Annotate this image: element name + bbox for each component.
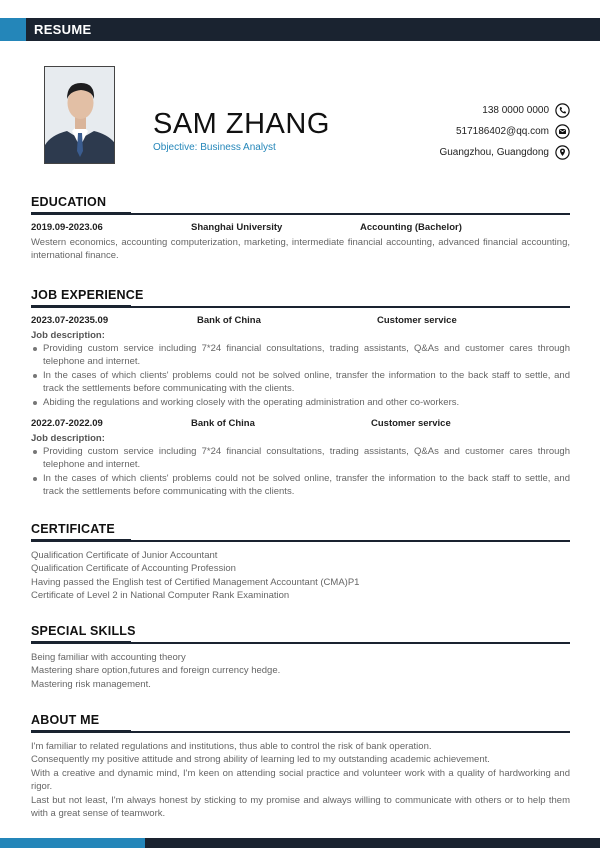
phone-text: 138 0000 0000 (482, 104, 549, 116)
education-major: Accounting (Bachelor) (360, 222, 462, 233)
education-section (31, 195, 570, 263)
profile-photo-image (45, 67, 115, 164)
list-item: Qualification Certificate of Junior Accountant (31, 550, 218, 561)
job-description-label: Job description: (31, 330, 105, 341)
profile-photo (44, 66, 115, 164)
candidate-name: SAM ZHANG (153, 108, 330, 140)
list-item: Qualification Certificate of Accounting Profession (31, 563, 236, 575)
list-item: Mastering share option,futures and foreign currency hedge. (31, 665, 281, 677)
job-row (31, 315, 570, 329)
experience-section (31, 288, 570, 499)
section-divider (31, 213, 570, 215)
job-row (31, 418, 570, 432)
about-paragraph: Consequently my positive attitude and strong ability of learning led to my outstanding academic achievement. (31, 754, 490, 766)
skills-section (31, 624, 570, 691)
footer-bar (0, 838, 600, 848)
job-bullets (31, 342, 570, 409)
section-divider (31, 540, 570, 542)
list-item: Providing custom service including 7*24 financial consultations, trading assistants, Q&As and customer cares through telephone and internet. (31, 342, 570, 369)
about-section (31, 713, 570, 820)
list-item: In the cases of which clients' problems could not be solved online, transfer the information to the back staff to settle, and track the settlements before communicating with the clients. (31, 369, 570, 396)
list-item: Abiding the regulations and working closely with the operating administration and other co-workers. (31, 396, 570, 409)
certificate-section (31, 522, 570, 603)
resume-label: RESUME (34, 22, 92, 37)
certificate-title: CERTIFICATE (31, 522, 115, 536)
education-school: Shanghai University (191, 222, 283, 233)
list-item: In the cases of which clients' problems could not be solved online, transfer the information to the back staff to settle, and track the settlements before communicating with the clients. (31, 472, 570, 499)
experience-title: JOB EXPERIENCE (31, 288, 144, 302)
job-date: 2023.07-20235.09 (31, 315, 109, 326)
job-entry (31, 418, 570, 499)
email-icon (555, 124, 570, 139)
location-text: Guangzhou, Guangdong (439, 146, 549, 158)
education-description: Western economics, accounting computerization, marketing, intermediate financial accounting, advanced financial accounting, international finance. (31, 237, 570, 262)
list-item: Having passed the English test of Certified Management Accountant (CMA)P1 (31, 576, 360, 588)
about-paragraph: Last but not least, I'm always honest by sticking to my promise and always willing to communicate with others or to help them with a great sense of teamwork. (31, 794, 570, 820)
about-paragraph: With a creative and dynamic mind, I'm keen on attending social practice and volunteer work with a quality of hardworking and rigor. (31, 767, 570, 793)
job-description-label: Job description: (31, 433, 105, 445)
objective-text: Objective: Business Analyst (153, 142, 276, 153)
education-row (31, 222, 570, 236)
list-item: Being familiar with accounting theory (31, 652, 186, 663)
education-title: EDUCATION (31, 195, 107, 209)
contact-location (439, 144, 570, 160)
job-date: 2022.07-2022.09 (31, 418, 103, 430)
job-company: Bank of China (197, 315, 261, 326)
about-paragraph: I'm familiar to related regulations and institutions, thus able to control the risk of bank operation. (31, 741, 432, 752)
section-divider (31, 731, 570, 733)
skills-title: SPECIAL SKILLS (31, 624, 136, 638)
header-bar (0, 18, 600, 41)
job-bullets (31, 445, 570, 499)
footer-accent (0, 838, 145, 848)
about-title: ABOUT ME (31, 713, 100, 727)
list-item: Providing custom service including 7*24 financial consultations, trading assistants, Q&As and customer cares through telephone and internet. (31, 445, 570, 472)
location-icon (555, 145, 570, 160)
contact-phone (482, 102, 570, 118)
section-divider (31, 642, 570, 644)
email-text: 517186402@qq.com (456, 125, 549, 137)
contact-email (456, 123, 570, 139)
job-role: Customer service (371, 418, 451, 430)
section-divider (31, 306, 570, 308)
job-company: Bank of China (191, 418, 255, 430)
header-accent (0, 18, 26, 41)
list-item: Certificate of Level 2 in National Computer Rank Examination (31, 590, 290, 602)
education-date: 2019.09-2023.06 (31, 222, 103, 233)
list-item: Mastering risk management. (31, 678, 151, 690)
phone-icon (555, 103, 570, 118)
job-role: Customer service (377, 315, 457, 326)
job-entry (31, 315, 570, 409)
